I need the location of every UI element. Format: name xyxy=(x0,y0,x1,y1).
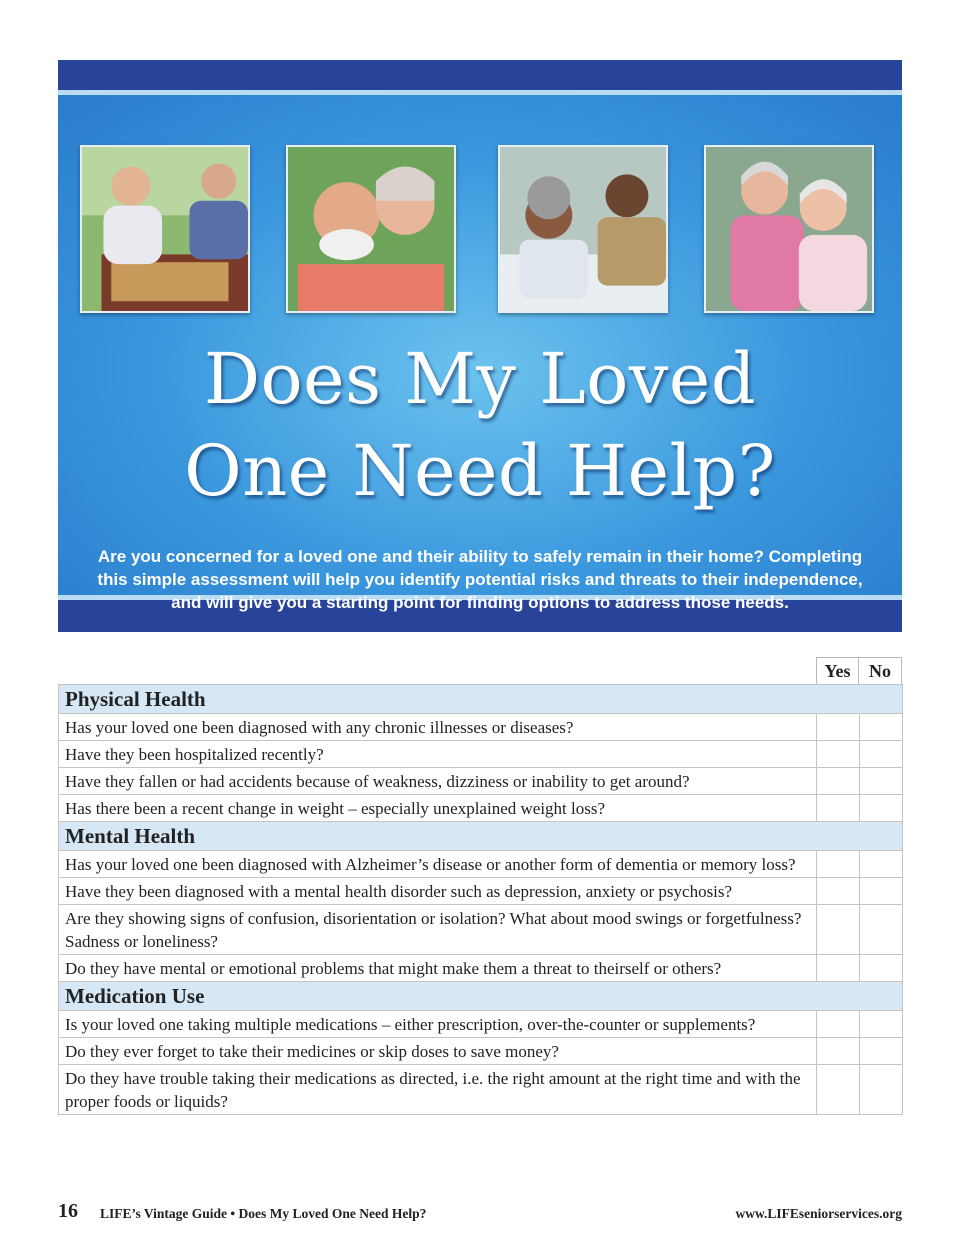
question-row xyxy=(59,741,903,768)
question-text: Has your loved one been diagnosed with any chronic illnesses or diseases? xyxy=(59,714,817,741)
yes-checkbox[interactable] xyxy=(817,795,860,822)
no-column-header: No xyxy=(859,657,902,684)
yes-checkbox[interactable] xyxy=(817,905,860,955)
question-text: Has your loved one been diagnosed with Alzheimer’s disease or another form of dementia or memory loss? xyxy=(59,851,817,878)
intro-line-2: this simple assessment will help you identify potential risks and threats to their independence, xyxy=(97,570,863,589)
title-line-2: One Need Help? xyxy=(184,430,776,512)
no-checkbox[interactable] xyxy=(860,955,903,982)
yes-checkbox[interactable] xyxy=(817,1011,860,1038)
no-checkbox[interactable] xyxy=(860,768,903,795)
yes-checkbox[interactable] xyxy=(817,714,860,741)
section-header-medication-use xyxy=(59,982,903,1011)
yes-checkbox[interactable] xyxy=(817,878,860,905)
no-checkbox[interactable] xyxy=(860,1065,903,1115)
question-text: Have they been hospitalized recently? xyxy=(59,741,817,768)
footer-website-link[interactable]: www.LIFEseniorservices.org xyxy=(735,1206,902,1221)
question-row xyxy=(59,714,903,741)
no-checkbox[interactable] xyxy=(860,1011,903,1038)
photo-son-father-backgammon xyxy=(80,145,250,313)
question-text: Do they ever forget to take their medicines or skip doses to save money? xyxy=(59,1038,817,1065)
checklist-table xyxy=(58,684,903,1115)
question-row xyxy=(59,905,903,955)
no-checkbox[interactable] xyxy=(860,1038,903,1065)
question-text: Is your loved one taking multiple medications – either prescription, over-the-counter or supplements? xyxy=(59,1011,817,1038)
question-text: Do they have mental or emotional problems that might make them a threat to theirself or others? xyxy=(59,955,817,982)
no-checkbox[interactable] xyxy=(860,795,903,822)
yes-checkbox[interactable] xyxy=(817,851,860,878)
intro-text xyxy=(76,545,884,614)
question-row xyxy=(59,878,903,905)
yes-checkbox[interactable] xyxy=(817,1038,860,1065)
page-number: 16 xyxy=(58,1200,78,1222)
question-row xyxy=(59,795,903,822)
question-row xyxy=(59,851,903,878)
yes-column-header: Yes xyxy=(816,657,859,684)
section-heading: Medication Use xyxy=(59,982,903,1011)
photo-two-senior-women-laughing xyxy=(704,145,874,313)
question-row xyxy=(59,1038,903,1065)
no-checkbox[interactable] xyxy=(860,905,903,955)
photo-patient-with-family xyxy=(498,145,668,313)
question-row xyxy=(59,1011,903,1038)
yes-checkbox[interactable] xyxy=(817,741,860,768)
title-line-1: Does My Loved xyxy=(203,338,757,420)
section-header-physical-health xyxy=(59,685,903,714)
footer-guide-title: LIFE’s Vintage Guide • Does My Loved One Need Help? xyxy=(100,1206,427,1221)
banner-panel xyxy=(58,90,902,612)
no-checkbox[interactable] xyxy=(860,851,903,878)
intro-line-3: and will give you a starting point for finding options to address those needs. xyxy=(171,593,789,612)
section-header-mental-health xyxy=(59,822,903,851)
section-heading: Physical Health xyxy=(59,685,903,714)
intro-line-1: Are you concerned for a loved one and their ability to safely remain in their home? Completing xyxy=(97,547,863,566)
question-text: Have they fallen or had accidents because of weakness, dizziness or inability to get around? xyxy=(59,768,817,795)
section-heading: Mental Health xyxy=(59,822,903,851)
no-checkbox[interactable] xyxy=(860,878,903,905)
yes-checkbox[interactable] xyxy=(817,955,860,982)
question-text: Are they showing signs of confusion, disorientation or isolation? What about mood swings or forgetfulness? Sadness or loneliness? xyxy=(59,905,817,955)
page-title xyxy=(58,333,902,517)
no-checkbox[interactable] xyxy=(860,741,903,768)
no-checkbox[interactable] xyxy=(860,714,903,741)
question-row xyxy=(59,1065,903,1115)
question-row xyxy=(59,955,903,982)
question-row xyxy=(59,768,903,795)
yes-no-header xyxy=(816,657,902,684)
header-banner xyxy=(58,60,902,632)
yes-checkbox[interactable] xyxy=(817,1065,860,1115)
question-text: Do they have trouble taking their medications as directed, i.e. the right amount at the right time and with the proper foods or liquids? xyxy=(59,1065,817,1115)
yes-checkbox[interactable] xyxy=(817,768,860,795)
question-text: Have they been diagnosed with a mental health disorder such as depression, anxiety or psychosis? xyxy=(59,878,817,905)
photo-smiling-senior-couple xyxy=(286,145,456,313)
question-text: Has there been a recent change in weight – especially unexplained weight loss? xyxy=(59,795,817,822)
